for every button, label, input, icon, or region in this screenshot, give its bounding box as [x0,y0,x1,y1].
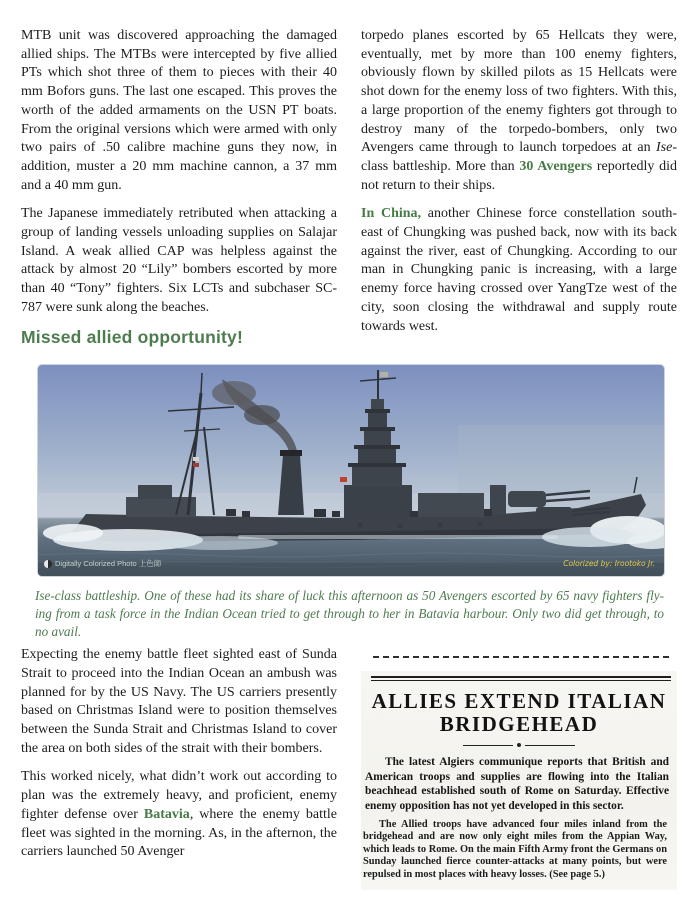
clipping-paragraph-advance: The Allied troops have advanced four miles inland from the bridgehead and are now only eight miles from the Appian Way, which leads to Rome. On the main Fifth Army front the Germans on Sunday launched fierce counter-attacks at many points, but were repulsed in most places with heavy losses. (See page 5.) [363,818,667,880]
caption-line: ing from a task force in the Indian Ocean tried to get through to her in Batavia harbour. Only two did get through, to [35,606,664,622]
right-column [361,27,677,346]
watermark-text: Digitally Colorized Photo 上色師 [55,558,162,568]
divider-line [463,745,513,746]
avengers-accent-text: 30 Avengers [519,158,593,174]
left-column [21,27,337,346]
clipping-headline-line1: ALLIES EXTEND ITALIAN [371,689,667,714]
clipping-top-rule [371,676,671,681]
clipping-paragraph-communique: The latest Algiers communique reports that British and American troops and supplies are flowing into the Italian beachhead established south of Rome on Saturday. Effective enemy opposition has not yet developed in this sector. [365,756,669,813]
paragraph-ambush-plan: Expecting the enemy battle fleet sighted east of Sunda Strait to proceed into the Indian Ocean an ambush was planned for by the US Navy. The US carriers presently based on Christmas Island were to position themselves between the Sunda Strait and Christmas Island to cover the area on both sides of the strait with their bombers. [21,647,337,756]
clipping-headline-line2: BRIDGEHEAD [439,712,599,737]
photo-caption [35,587,664,641]
text-run: , where the enemy battle fleet was sighted in the morning. As, in the afternon, the carriers launched 50 Avenger [21,806,337,860]
dashed-separator [373,656,669,658]
bottom-right-column [361,646,677,889]
news-clipping [361,671,677,889]
ise-italic-text: Ise [656,140,673,156]
paragraph-japanese-retribution: The Japanese immediately retributed when attacking a group of landing vessels unloading supplies on Salajar Island. A weak allied CAP was helpless against the attack by almost 20 “Lily” bombers escorted by more than 40 “Tony” fighters. Six LCTs and subchaser SC-787 were sunk along the beaches. [21,206,337,315]
photo-watermark [44,555,161,574]
headline-divider [463,743,575,747]
in-china-accent-text: In China, [361,206,422,222]
text-run: another Chinese force constellation south-east of Chungking was pushed back, now with its back against the river, east of Chungking. According to our man in Chungking panic is increasing, with a large enemy force having crossed over YangTze west of the city, soon closing the withdrawal and supply route towards west. [361,206,677,334]
paragraph-in-china [361,205,677,336]
bottom-columns [0,641,699,889]
battleship-photo [37,364,665,577]
caption-line: no avail. [35,624,82,640]
text-run: -class battleship. More than [361,140,677,174]
top-columns [0,0,699,346]
text-run: reportedly did not return to their ships. [361,158,677,193]
divider-line [525,745,575,746]
paragraph-mtb: MTB unit was discovered approaching the damaged allied ships. The MTBs were intercepted by five allied PTs which shot three of them to pieces with their 40 mm Bofors guns. The last one escaped. This proves the worth of the added armaments on the USN PT boats. From the original versions which were armed with only two pairs of .50 calibre machine guns they now, in addition, muster a 20 mm machine cannon, a 37 mm and a 40 mm gun. [21,28,337,193]
batavia-accent-text: Batavia [143,806,190,822]
text-run: torpedo planes escorted by 65 Hellcats they were, eventually, met by more than 100 enemy fighters, obviously flown by skilled pilots as 15 Hellcats were shot down for the enemy loss of two fighters. With this, a large proportion of the enemy fighters got through to destroy many of the torpedo-bombers, only two Avengers came through to launch torpedoes at an [361,28,677,156]
photo-credit-signature: Colorized by: Irootoko Jr. [563,558,655,568]
bottom-left-column [21,646,337,889]
battleship-illustration [38,365,665,577]
paragraph-batavia-defense [21,768,337,862]
text-run: This worked nicely, what didn’t work out according to plan was the extremely heavy, and proficient, enemy fighter defense over [21,769,337,822]
colorizer-logo-icon [44,560,52,568]
section-heading: Missed allied opportunity! [21,326,244,347]
paragraph-torpedo-planes [361,27,677,195]
caption-line: Ise-class battleship. One of these had its share of luck this afternoon as 50 Avengers escorted by 65 navy fighters fly- [35,588,664,604]
divider-dot [517,743,521,747]
